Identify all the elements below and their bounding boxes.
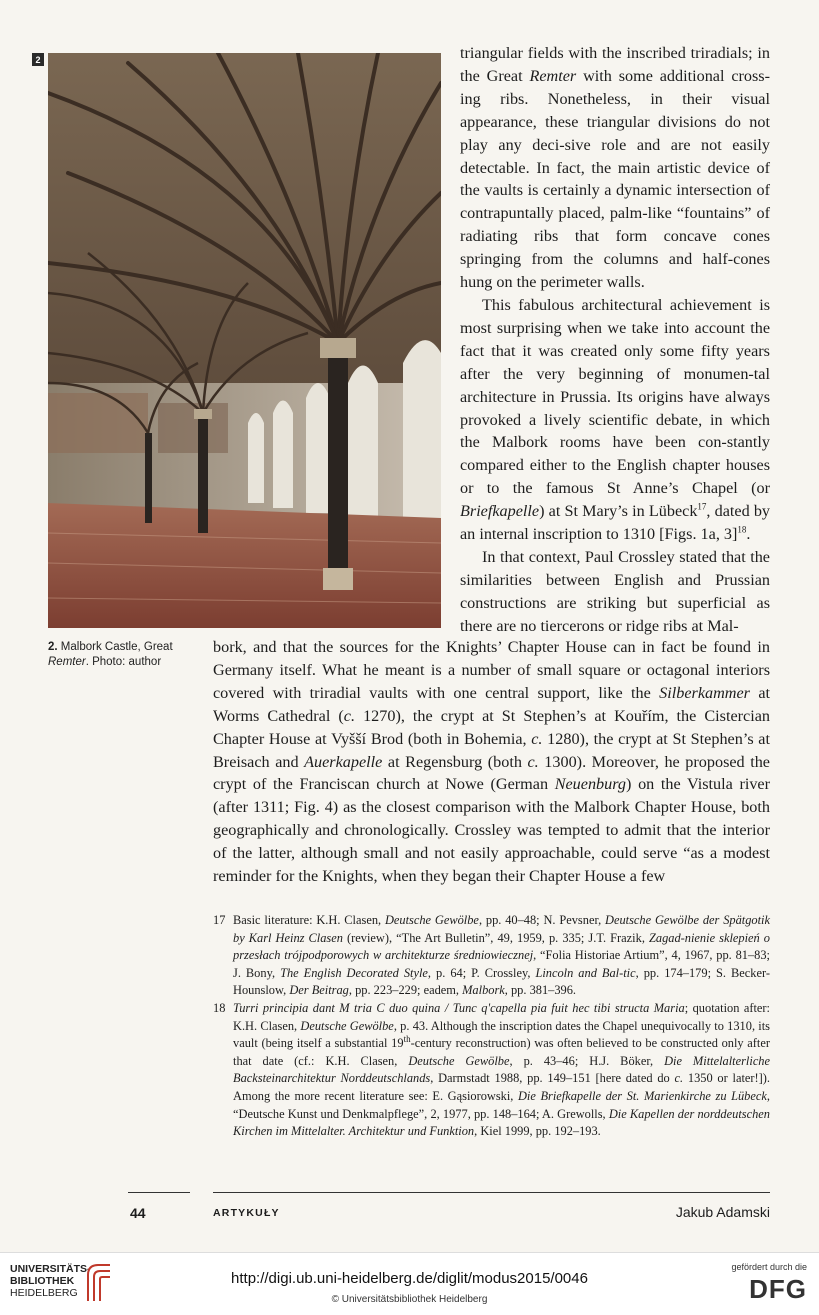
vault-photo-illustration [48,53,441,628]
text-run: , “Folia Historiae Artium”, 4, 1967, pp. 81–83; J. Bony, [233,948,770,980]
figure-caption [48,640,198,670]
library-line: HEIDELBERG [10,1287,78,1299]
text-run-italic: Deutsche Gewölbe [408,1053,510,1068]
footer-rule-right [213,1192,770,1193]
text-run-italic: Zagad-nienie sklepień o przesłach trójpodporowych w architekturze średniowiecznej [233,930,771,963]
text-run: (review), “The Art Bulletin”, 49, 1959, p. 335; J.T. Frazik, [342,930,649,945]
text-run-italic: Auerkapelle [304,752,383,771]
caption-italic: Remter [48,656,86,668]
text-run: -century reconstruction) was often believed to be constructed only after that date (cf.: K.H. Clasen, [233,1036,770,1068]
text-run-italic: Malbork [462,983,505,998]
footnote-number: 17 [213,913,226,927]
source-url-link[interactable]: http://digi.ub.uni-heidelberg.de/diglit/modus2015/0046 [231,1270,588,1287]
text-run: ) on the Vistula river (after 1311; Fig. 4) as the closest comparison with the Malbork Chapter House, both geographically and chronologically. Crossley was tempted to admit that the interior of the latter, although small and not easily approachable, could serve “as a modest reminder for the Knights, when they began their Chapter House a few [213,775,771,886]
section-label: ARTYKUŁY [213,1207,280,1219]
paragraph-3-continued [213,636,770,888]
footnote-ref-17[interactable]: 17 [697,501,707,512]
footer-rule-left [128,1192,190,1193]
text-run-italic: Deutsche Gewölbe der Spätgotik by Karl Heinz Clasen [233,913,770,945]
text-run: ) at St Mary’s in Lübeck [539,502,698,521]
text-run: , pp. 381–396. [504,983,577,998]
text-run: . [746,525,751,544]
caption-number: 2. [48,641,58,653]
body-text-right-column [460,42,770,638]
text-run: , p. 64; P. Crossley, [427,965,536,980]
text-run: , p. 43. Although the inscription dates the Chapel unequivocally to 1310, its vault (being itself a substantial 19 [233,1018,770,1051]
page-number: 44 [130,1205,146,1221]
paragraph-3-start: In that context, Paul Crossley stated that the similarities between English and Prussian constructions are striking but superficial as there are no tiercerons or ridge ribs at Mal- [460,547,770,635]
footnote-17 [213,912,770,1000]
text-run-italic: Silberkammer [659,683,750,702]
text-run-italic: The English Decorated Style [280,965,428,980]
text-run: , p. 43–46; H.J. Böker, [509,1053,665,1068]
funding-note: gefördert durch die [731,1262,807,1272]
footnotes [213,912,770,1141]
text-run-italic: Die Kapellen der norddeutschen Kirchen im Mittelalter. Architektur und Funktion [233,1106,770,1139]
text-run: 1300). Moreover, he proposed the crypt of the Franciscan church at Nowe (German [213,752,770,794]
text-run-italic: Neuenburg [554,775,627,794]
text-run: ; quotation after: K.H. Clasen, [233,1000,770,1033]
text-run: triangular fields with the inscribed triradials; in the Great [460,44,770,85]
text-run-italic: c. [527,752,539,771]
text-run: , Darmstadt 1988, pp. 149–151 [here dated do [430,1071,675,1086]
text-run: at Worms Cathedral ( [213,683,771,725]
dfg-logo: DFG [749,1274,807,1304]
text-run: 1270), the crypt at St Stephen’s at Kouřím, the Cistercian Chapter House at Vyšší Brod (both in Bohemia, [213,706,771,748]
text-run-italic: Die Mittelalterliche Backsteinarchitektur Norddeutschlands [233,1053,771,1086]
caption-text: Malbork Castle, Great [60,641,173,653]
text-run-italic: Deutsche Gewölbe [300,1018,394,1033]
text-run-italic: c. [343,706,356,725]
footnote-18 [213,1000,770,1141]
text-run: at Regensburg (both [382,752,528,771]
text-run: 1280), the crypt at St Stephen’s at Breisach and [213,729,770,771]
footnote-number: 18 [213,1000,226,1015]
paragraph-2 [460,294,770,546]
text-run: , Kiel 1999, pp. 192–193. [474,1124,601,1139]
text-run: with some additional cross-ing ribs. Nonetheless, in their visual appearance, these triangular divisions do not play any deci-sive role and are not easily detectable. In fact, the main artistic device of the vaults is certainly a dynamic intersection of contrapuntally placed, palm-like “fountains” of radiating ribs that form concave cones springing from the columns and half-cones hung on the perimeter walls. [460,66,770,292]
text-run-italic: Briefkapelle [460,502,540,521]
text-run-italic: c. [674,1071,684,1086]
copyright-text: © Universitätsbibliothek Heidelberg [331,1294,488,1305]
text-run-italic: Die Briefkapelle der St. Marienkirche zu Lübeck [517,1088,767,1103]
library-line: UNIVERSITÄTS- [10,1263,91,1275]
text-run-italic: c. [531,729,543,748]
superscript: th [403,1034,411,1045]
text-run: This fabulous architectural achievement is most surprising when we take into account the fact that it was created only some fifty years after the very beginning of monumen-tal architecture in Prussia. Its origins have always provoked a lively scientific debate, in which the Malbork rooms have been con-stantly compared either to the English chapter houses or to the famous St Anne’s Chapel (or [460,295,770,498]
text-run-italic: Remter [529,66,577,85]
body-text-full-width [213,636,770,888]
malbork-great-remter-photo [48,53,441,628]
paragraph-1 [460,42,770,294]
footnote-body [233,1000,770,1141]
text-run-italic: Der Beitrag [289,983,349,998]
text-run-italic: Turri principia dant M tria C duo quina / Tunc q'capella pia fuit hec tibi structa Maria [233,1000,685,1015]
figure-number-badge: 2 [32,53,44,66]
caption-credit: . Photo: author [85,656,162,668]
text-run: , dated by an internal inscription to 1310 [Figs. 1a, 3] [460,502,771,544]
text-run-italic: Deutsche Gewölbe [384,913,479,927]
text-run-italic: Lincoln and Bal-tic [535,965,636,980]
footnote-body [233,912,770,1000]
text-run: bork, and that the sources for the Knights’ Chapter House can in fact be found in Germany itself. What he meant is a number of small square or octagonal interiors covered with triradial vaults with one central support, like the [213,638,770,702]
text-run: , pp. 40–48; N. Pevsner, [478,913,606,927]
text-run: , “Deutsche Kunst und Denkmalpflege”, 2, 1977, pp. 148–164; A. Grewolls, [233,1088,770,1121]
footnote-ref-18[interactable]: 18 [737,524,747,535]
text-run: , pp. 223–229; eadem, [348,983,463,998]
author-name: Jakub Adamski [675,1204,770,1220]
library-line: BIBLIOTHEK [10,1275,75,1287]
text-run: Basic literature: K.H. Clasen, [233,913,385,927]
text-run: , pp. 174–179; S. Becker-Hounslow, [233,965,770,998]
text-run: 1350 or later!]). Among the more recent literature see: E. Gąsiorowski, [233,1071,770,1103]
